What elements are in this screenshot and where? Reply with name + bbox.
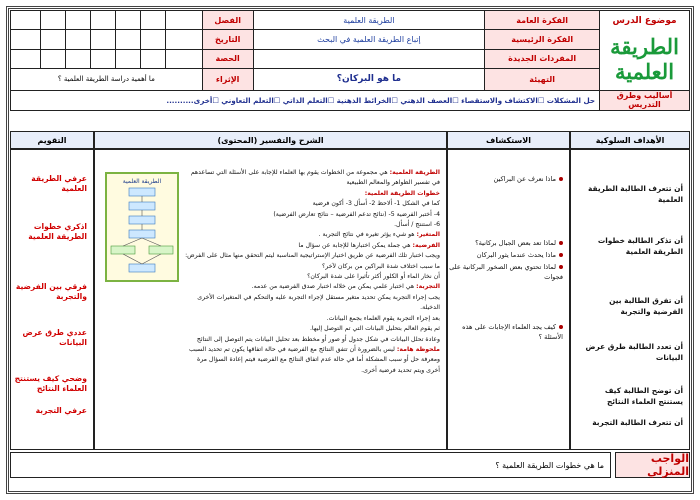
- bullet-icon: [559, 253, 563, 257]
- bullet-icon: [559, 325, 563, 329]
- objectives-header: الأهداف السلوكية: [570, 131, 690, 149]
- diagram-title: الطريقة العلمية: [122, 178, 162, 185]
- bullet-icon: [559, 241, 563, 245]
- assess-q5: كيف يجد العلماء الإجابات على هذه الأسئلة ؟: [462, 323, 563, 341]
- vocab-value: [253, 50, 485, 68]
- topic-cell: [600, 11, 690, 91]
- evaluation-3: فرقي بين الفرضية والتجربة: [15, 282, 87, 301]
- main-idea-label: الفكرة الرئيسية: [485, 30, 600, 50]
- diagram-box-2: [129, 202, 155, 210]
- objective-3: أن تفرق الطالبة بين الفرضية والتجربة: [609, 296, 683, 316]
- bullet-icon: [559, 177, 563, 181]
- class-label: الفصل: [202, 11, 253, 30]
- diagram-box-6: [129, 264, 155, 272]
- objective-6: أن تتعرف الطالبة التجربة: [592, 418, 683, 427]
- scientific-method-diagram: [105, 172, 179, 282]
- objective-2: أن تذكر الطالبة خطوات الطريقة العلمية: [597, 236, 683, 256]
- evaluation-1: عرفي الطريقة العلمية: [31, 174, 87, 193]
- explanation-column: [94, 149, 447, 450]
- expl-line-15: ثم يقوم العالم بتحليل البيانات التي تم التوصل إليها.: [309, 325, 440, 333]
- diagram-box-5b: [149, 246, 173, 254]
- objective-4: أن تعدد الطالبة طرق عرض البيانات: [585, 342, 683, 362]
- expl-line-6: المتغير: هو شيء يؤثر تغيره في نتائج التجربة .: [318, 231, 440, 239]
- vocab-label: المفردات الجديدة: [485, 50, 600, 68]
- methods-text: حل المشكلات ☐الاكتشاف والاستقصاء ☐العصف الذهني ☐الخرائط الذهنية ☐التعلم الذاتي ☐التعلم التعاوني ☐أخرى..........: [11, 90, 600, 110]
- evaluation-header: التقويم: [10, 131, 94, 149]
- evaluation-5: وضحي كيف يستنتج العلماء النتائج: [14, 374, 87, 393]
- explanation-header: الشرح والتفسير (المحتوى): [94, 131, 447, 149]
- bullet-icon: [559, 265, 563, 269]
- diagram-box-5a: [111, 246, 135, 254]
- methods-label: أساليب وطرق التدريس: [600, 90, 690, 110]
- evaluation-4: عددي طرق عرض البيانات: [22, 328, 87, 347]
- section-header-row: [10, 131, 690, 149]
- diagram-box-1: [129, 188, 155, 196]
- expl-line-17: ملحوظة هامة: ليس بالضرورة أن تتفق النتائج مع الفرضية في حالة اتفاقها يكون تم تحديد السبب ومعرفة حل أو سبب المشكلة أما في حالة عدم اتفاق النتائج مع الفرضية فيتم إعادة السؤال مرة أخرى ويتم تحديد فرضية أخرى.: [189, 345, 440, 374]
- topic-label: موضوع الدرس: [612, 16, 677, 27]
- diagram-box-4: [129, 230, 155, 238]
- general-idea-value: الطريقة العلمية: [253, 11, 485, 30]
- homework-row: [10, 452, 690, 480]
- evaluation-6: عرفي التجربة: [35, 406, 87, 415]
- assess-q2: لماذا تعد بعض الجبال بركانية؟: [447, 238, 563, 248]
- explanation-text: [183, 168, 440, 376]
- warmup-question: ما هو البركان؟: [253, 68, 485, 90]
- expl-line-16: وعادة تحلل البيانات في شكل جدول أو صور أو مخطط بعد تحليل البيانات يتم التوصل إلى النتائج: [196, 335, 440, 343]
- expl-line-5: 6- استنتج / أسأل.: [394, 221, 440, 229]
- enrich-question: ما أهمية دراسة الطريقة العلمية ؟: [11, 68, 203, 90]
- assess-q1: ماذا نعرف عن البراكين: [447, 174, 563, 184]
- period-label: الحصة: [202, 50, 253, 68]
- diagram-box-3: [129, 216, 155, 224]
- topic-title: الطريقة العلمية: [610, 34, 679, 85]
- homework-text: ما هي خطوات الطريقة العلمية ؟: [10, 452, 611, 478]
- assessment-column: [447, 149, 570, 450]
- expl-line-9: ما سبب اختلاف شدة البراكين من بركان لآخر؟: [321, 262, 440, 270]
- expl-line-11: التجربة: هي اختبار علمي يمكن من خلاله اختبار صدق الفرضية من عدمه.: [251, 283, 440, 291]
- objective-5: أن توضح الطالبة كيف يستنتج العلماء النتائج: [604, 386, 683, 406]
- objective-1: أن تتعرف الطالبة الطريقة العلمية: [588, 184, 683, 204]
- expl-line-7: الفرضية: هي جملة يمكن اختبارها للإجابة عن سؤال ما: [298, 241, 440, 249]
- expl-line-3: كما في الشكل 1- ألاحظ 2- أسأل 3- أكون فرضية: [312, 200, 440, 208]
- enrich-label: الإثراء: [202, 68, 253, 90]
- date-label: التاريخ: [202, 30, 253, 50]
- expl-line-8: ويجب اختبار تلك الفرضية عن طريق اختيار الإستراتيجية المناسبة ليتم التحقق منها مثال على الفرض:: [185, 252, 440, 260]
- expl-line-2: خطوات الطريقة العلمية:: [364, 189, 440, 197]
- objectives-column: [570, 149, 690, 450]
- assess-q4: لماذا تحتوي بعض الصخور البركانية على فجوات: [449, 263, 563, 281]
- homework-label: الواجب المنزلي: [615, 452, 690, 478]
- assess-q3: ماذا يحدث عندما يثور البركان: [447, 250, 563, 260]
- expl-line-14: بعد إجراء التجربة يقوم العلماء بجمع البيانات.: [326, 314, 440, 322]
- warmup-label: التهيئة: [485, 68, 600, 90]
- evaluation-2: اذكري خطوات الطريقة العلمية: [28, 222, 87, 241]
- assessment-header: الاستكشاف: [447, 131, 570, 149]
- expl-line-12: يجب إجراء التجربة يمكن تحديد متغير مستقل لإجراء التجربة عليه والتحكم في المتغيرات الأخرى الدخيلة.: [197, 293, 440, 312]
- general-idea-label: الفكرة العامة: [485, 11, 600, 30]
- expl-line-10: أن نخار الماء أو الكلور أكثر تأثيرا على شدة البركان؟: [307, 273, 440, 281]
- lesson-header-table: [10, 10, 690, 111]
- expl-line-1: الطريقة العلمية: هي مجموعة من الخطوات يقوم بها العلماء للإجابة على الأسئلة التي تساعدهم في تفسير الظواهر والمعالم الطبيعية: [190, 169, 440, 187]
- main-idea-value: إتباع الطريقة العلمية في البحث: [253, 30, 485, 50]
- expl-line-4: 4- أختبر الفرضية 5- (نتائج تدعم الفرضية – نتائج تعارض الفرضية): [273, 210, 440, 218]
- evaluation-column: [10, 149, 94, 450]
